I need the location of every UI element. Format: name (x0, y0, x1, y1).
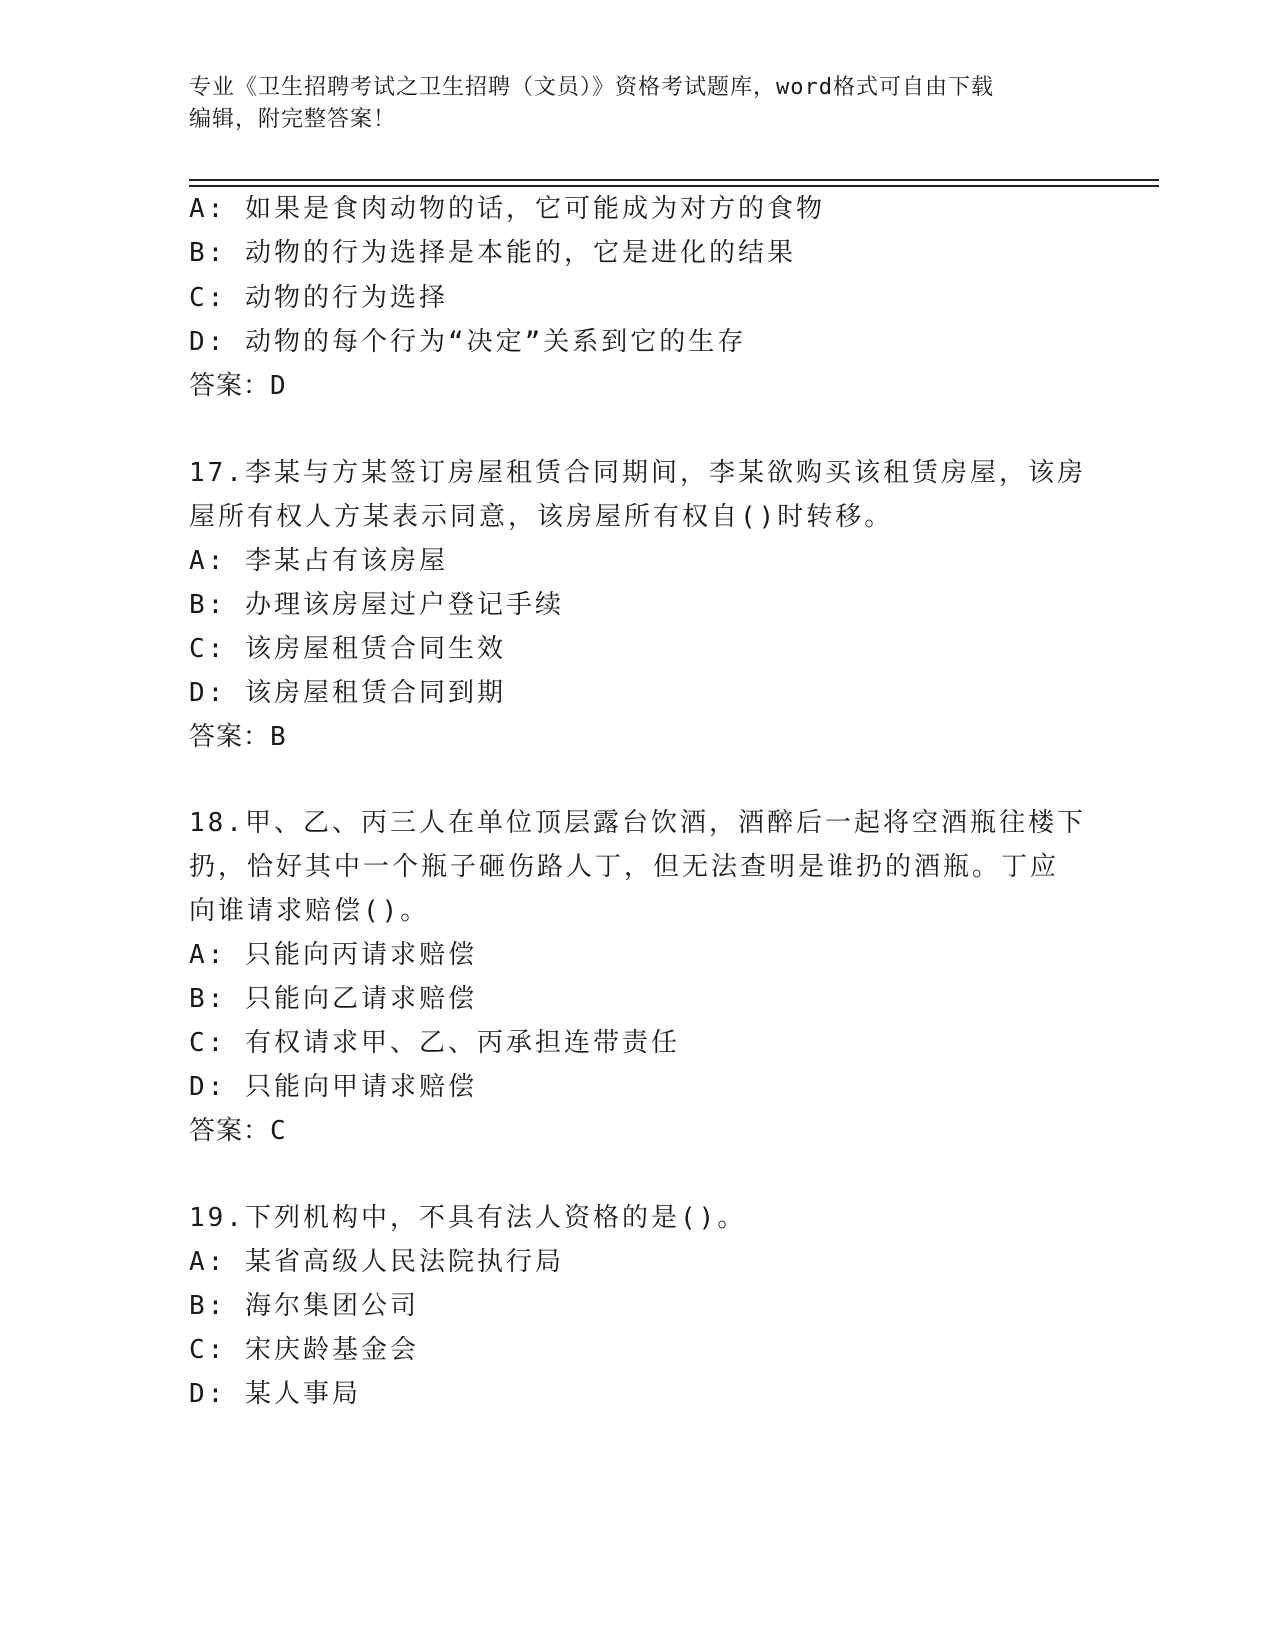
q19-option-d: D: 某人事局 (189, 1379, 361, 1409)
q17-stem-line-2: 屋所有权人方某表示同意，该房屋所有权自()时转移。 (189, 502, 894, 532)
q17-option-a: A: 李某占有该房屋 (189, 546, 448, 576)
q17-option-c: C: 该房屋租赁合同生效 (189, 634, 506, 664)
header-line-1: 专业《卫生招聘考试之卫生招聘（文员）》资格考试题库，word格式可自由下载 (189, 75, 994, 100)
q18-option-b: B: 只能向乙请求赔偿 (189, 984, 477, 1014)
q19-option-a: A: 某省高级人民法院执行局 (189, 1247, 564, 1277)
q16-option-c: C: 动物的行为选择 (189, 283, 448, 313)
q16-option-d: D: 动物的每个行为“决定”关系到它的生存 (189, 327, 747, 357)
header-line-2: 编辑，附完整答案！ (189, 107, 397, 132)
answer-label: 答案： (189, 1116, 271, 1146)
q19-stem-line-1: 19.下列机构中，不具有法人资格的是()。 (189, 1203, 747, 1233)
answer-label: 答案： (189, 371, 271, 401)
q17-option-b: B: 办理该房屋过户登记手续 (189, 590, 564, 620)
q18-option-a: A: 只能向丙请求赔偿 (189, 940, 477, 970)
q18-option-c: C: 有权请求甲、乙、丙承担连带责任 (189, 1028, 680, 1058)
q18-option-d: D: 只能向甲请求赔偿 (189, 1072, 477, 1102)
document-header (189, 72, 1089, 136)
q16-answer (189, 369, 287, 403)
q18-stem-line-1: 18.甲、乙、丙三人在单位顶层露台饮酒，酒醉后一起将空酒瓶往楼下 (189, 808, 1086, 838)
q18-stem-line-2: 扔，恰好其中一个瓶子砸伤路人丁，但无法查明是谁扔的酒瓶。丁应 (189, 852, 1060, 882)
answer-value: D (270, 371, 287, 401)
q17-stem-line-1: 17.李某与方某签订房屋租赁合同期间，李某欲购买该租赁房屋，该房 (189, 458, 1086, 488)
q19-option-b: B: 海尔集团公司 (189, 1291, 419, 1321)
q18-answer (189, 1114, 287, 1148)
q17-answer (189, 720, 287, 754)
q19-option-c: C: 宋庆龄基金会 (189, 1335, 419, 1365)
answer-value: C (270, 1116, 287, 1146)
answer-label: 答案： (189, 722, 271, 752)
header-rule-top (189, 179, 1159, 181)
header-rule-bottom (189, 185, 1159, 187)
q18-stem-line-3: 向谁请求赔偿()。 (189, 896, 430, 926)
q16-option-b: B: 动物的行为选择是本能的，它是进化的结果 (189, 238, 796, 268)
q16-option-a: A: 如果是食肉动物的话，它可能成为对方的食物 (189, 194, 825, 224)
answer-value: B (270, 722, 287, 752)
q17-option-d: D: 该房屋租赁合同到期 (189, 678, 506, 708)
